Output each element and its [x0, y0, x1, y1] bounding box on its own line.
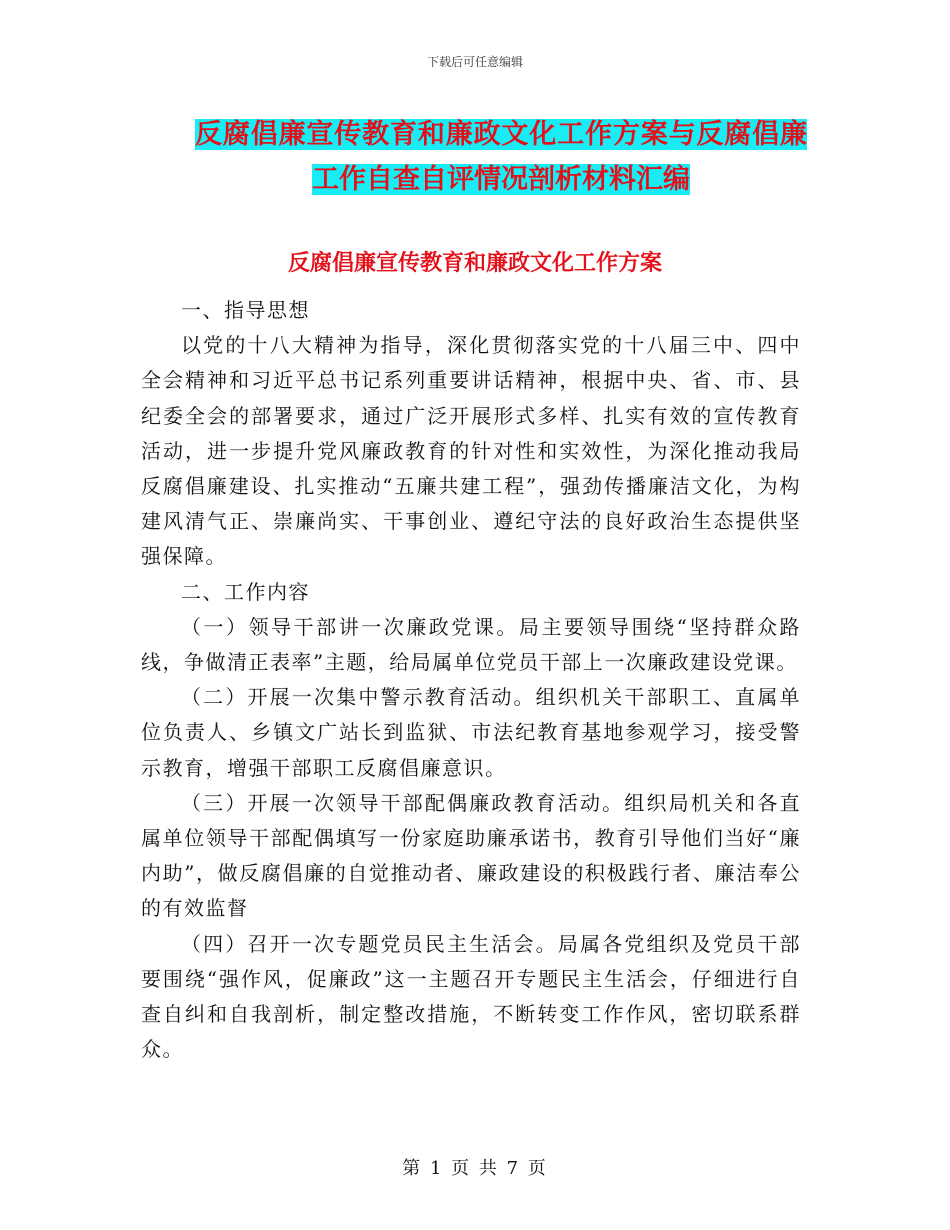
paragraph: 以党的十八大精神为指导，深化贯彻落实党的十八届三中、四中全会精神和习近平总书记系列重要讲话精神，根据中央、省、市、县纪委全会的部署要求，通过广泛开展形式多样、扎实有效的宣传教育活动，进一步提升党风廉政教育的针对性和实效性，为深化推动我局反腐倡廉建设、扎实推动“五廉共建工程”，强劲传播廉洁文化，为构建风清气正、崇廉尚实、干事创业、遵纪守法的良好政治生态提供坚强保障。	[141, 333, 801, 569]
page-number: 第 1 页 共 7 页	[402, 1158, 548, 1179]
document-title	[195, 112, 807, 202]
paragraph: （四）召开一次专题党员民主生活会。局属各党组织及党员干部要围绕“强作风，促廉政”这一主题召开专题民主生活会，仔细进行自查自纠和自我剖析，制定整改措施，不断转变工作作风，密切联系群众。	[141, 931, 801, 1062]
paragraph-heading-work-content: 二、工作内容	[181, 579, 310, 604]
document-body	[141, 293, 801, 1067]
document-title-text: 反腐倡廉宣传教育和廉政文化工作方案与反腐倡廉工作自查自评情况剖析材料汇编	[195, 119, 807, 195]
section-title: 反腐倡廉宣传教育和廉政文化工作方案	[287, 250, 662, 276]
paragraph-heading-guiding-ideology: 一、指导思想	[181, 298, 310, 322]
header-note: 下载后可任意编辑	[426, 55, 523, 69]
paragraph: （一）领导干部讲一次廉政党课。局主要领导围绕“坚持群众路线，争做清正表率”主题，给局属单位党员干部上一次廉政建设党课。	[141, 614, 801, 675]
paragraph: （二）开展一次集中警示教育活动。组织机关干部职工、直属单位负责人、乡镇文广站长到监狱、市法纪教育基地参观学习，接受警示教育，增强干部职工反腐倡廉意识。	[141, 685, 801, 780]
paragraph: （三）开展一次领导干部配偶廉政教育活动。组织局机关和各直属单位领导干部配偶填写一份家庭助廉承诺书，教育引导他们当好“廉内助”，做反腐倡廉的自觉推动者、廉政建设的积极践行者、廉洁奉公的有效监督	[141, 790, 801, 921]
